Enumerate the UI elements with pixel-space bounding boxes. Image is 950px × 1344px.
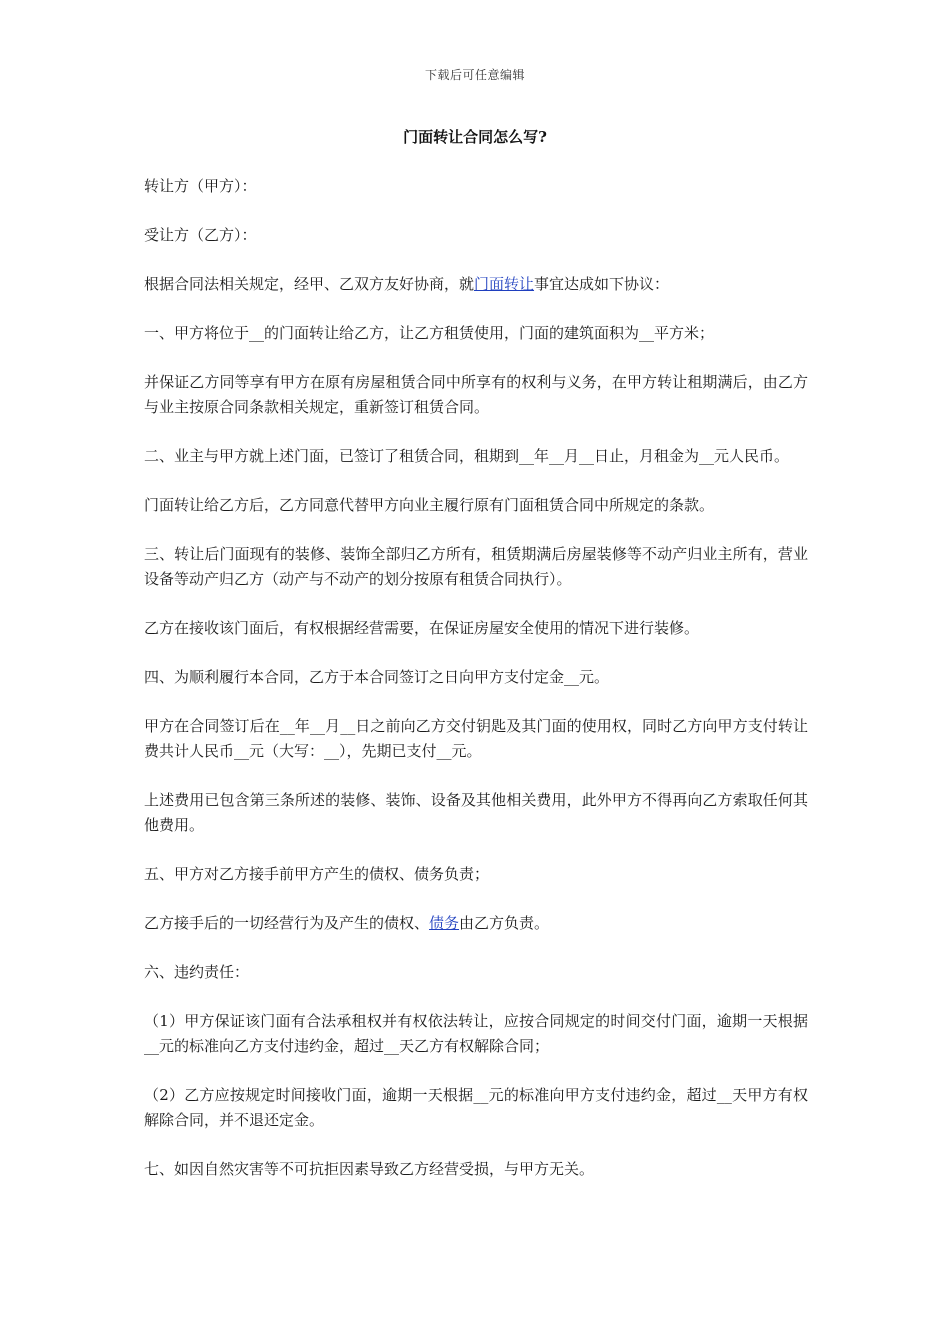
paragraph-clause-2: 二、业主与甲方就上述门面，已签订了租赁合同，租期到__年__月__日止，月租金为__元人民币。: [144, 447, 790, 465]
paragraph-clause-5: 五、甲方对乙方接手前甲方产生的债权、债务负责；: [144, 865, 490, 883]
paragraph-clause-5-detail: [144, 911, 808, 936]
paragraph-transferee: 受让方（乙方）：: [144, 226, 257, 244]
paragraph-clause-3: 三、转让后门面现有的装修、装饰全部归乙方所有，租赁期满后房屋装修等不动产归业主所有，营业设备等动产归乙方（动产与不动产的划分按原有租赁合同执行）。: [144, 545, 808, 588]
paragraph-clause-6-item-2: （2）乙方应按规定时间接收门面，逾期一天根据__元的标准向甲方支付违约金，超过__天甲方有权解除合同，并不退还定金。: [144, 1086, 808, 1129]
link-storefront-transfer[interactable]: 门面转让: [474, 275, 535, 293]
document-title: 门面转让合同怎么写?: [403, 128, 547, 146]
paragraph-clause-1-detail: 并保证乙方同等享有甲方在原有房屋租赁合同中所享有的权利与义务，在甲方转让租期满后，由乙方与业主按原合同条款相关规定，重新签订租赁合同。: [144, 373, 808, 416]
paragraph-clause-5-before: 乙方接手后的一切经营行为及产生的债权、: [144, 914, 430, 932]
document-body: [144, 174, 808, 1206]
paragraph-clause-6-item-1: （1）甲方保证该门面有合法承租权并有权依法转让，应按合同规定的时间交付门面，逾期一天根据__元的标准向乙方支付违约金，超过__天乙方有权解除合同；: [144, 1012, 808, 1055]
paragraph-clause-4: 四、为顺利履行本合同，乙方于本合同签订之日向甲方支付定金__元。: [144, 668, 610, 686]
paragraph-preamble-after: 事宜达成如下协议：: [534, 275, 670, 293]
paragraph-clause-7: 七、如因自然灾害等不可抗拒因素导致乙方经营受损，与甲方无关。: [144, 1160, 595, 1178]
paragraph-clause-4-fees: 上述费用已包含第三条所述的装修、装饰、设备及其他相关费用，此外甲方不得再向乙方索取任何其他费用。: [144, 791, 808, 834]
paragraph-clause-4-detail: 甲方在合同签订后在__年__月__日之前向乙方交付钥匙及其门面的使用权，同时乙方向甲方支付转让费共计人民币__元（大写：__），先期已支付__元。: [144, 717, 808, 760]
paragraph-clause-2-detail: 门面转让给乙方后，乙方同意代替甲方向业主履行原有门面租赁合同中所规定的条款。: [144, 496, 715, 514]
paragraph-clause-5-after: 由乙方负责。: [459, 914, 550, 932]
paragraph-clause-6: 六、违约责任：: [144, 963, 250, 981]
link-debt[interactable]: 债务: [429, 914, 460, 932]
paragraph-preamble-before: 根据合同法相关规定，经甲、乙双方友好协商，就: [144, 275, 475, 293]
header-note: 下载后可任意编辑: [424, 68, 525, 82]
paragraph-transferor: 转让方（甲方）：: [144, 177, 257, 195]
paragraph-clause-3-detail: 乙方在接收该门面后，有权根据经营需要，在保证房屋安全使用的情况下进行装修。: [144, 619, 700, 637]
paragraph-clause-1: 一、甲方将位于__的门面转让给乙方，让乙方租赁使用，门面的建筑面积为__平方米；: [144, 324, 715, 342]
paragraph-preamble: [144, 272, 808, 297]
